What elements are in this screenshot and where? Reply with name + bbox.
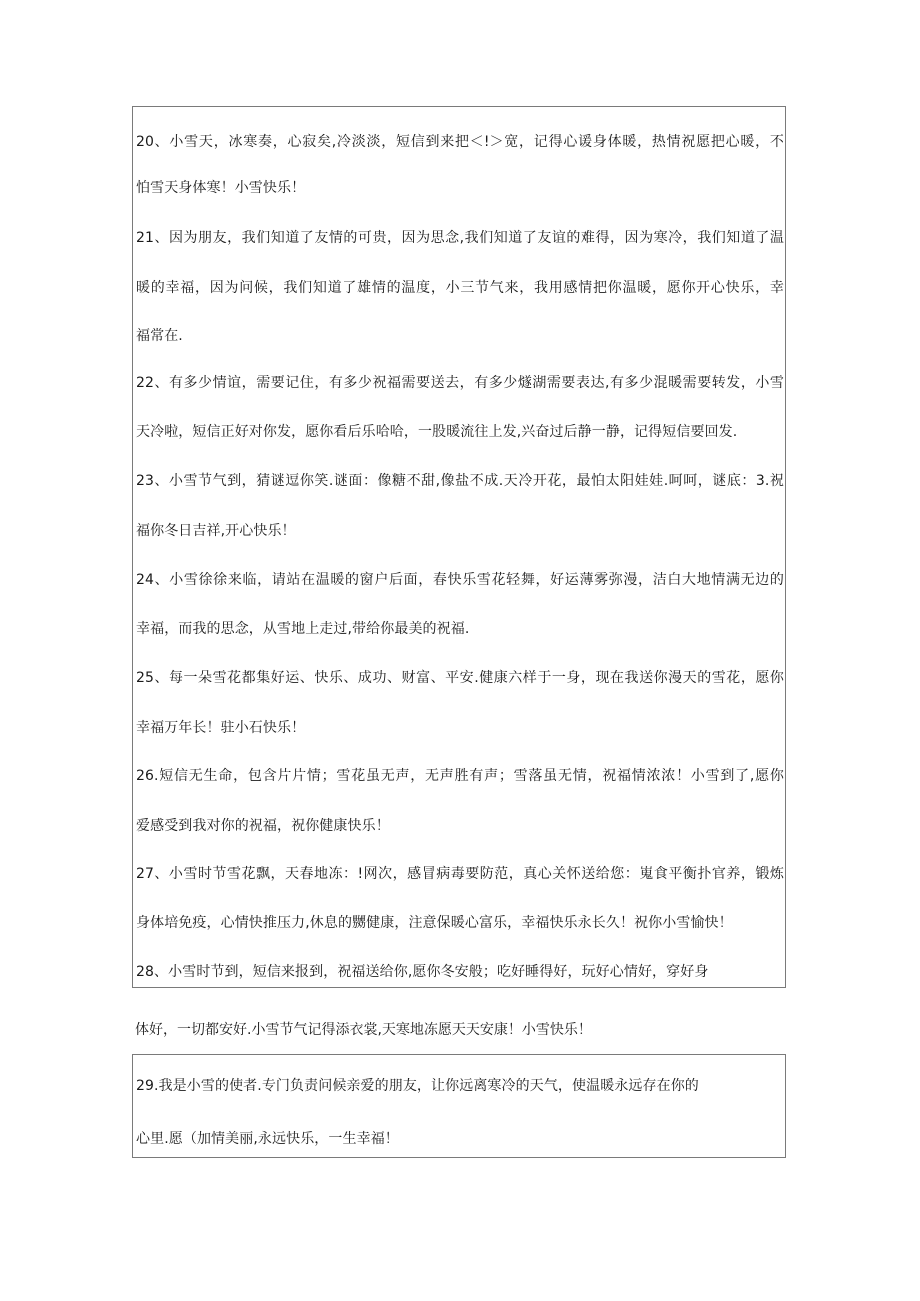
text-box-upper: [132, 106, 786, 988]
text-line: 幸福万年长！驻小石快乐！: [136, 720, 306, 736]
text-line-between-boxes: 体好，一切都安好.小雪节气记得添衣裳,天寒地冻愿天天安康！小雪快乐！: [135, 1022, 592, 1038]
text-line: 天冷啦，短信正好对你发，愿你看后乐哈哈，一股暖流往上发,兴奋过后静一静，记得短信要回发.: [136, 424, 738, 440]
text-line: 心里.愿（加情美丽,永远快乐，一生幸福！: [136, 1131, 399, 1147]
text-box-lower: [132, 1054, 786, 1158]
text-line: 27、小雪时节雪花飘，天春地冻：!网次，感冒病毒要防范，真心关怀送给您：嵬食平衡扑官养，锻炼: [136, 866, 784, 882]
text-line: 怕雪天身体寒！小雪快乐！: [136, 180, 306, 196]
text-line: 26.短信无生命，包含片片情；雪花虽无声，无声胜有声；雪落虽无情，祝福情浓浓！小雪到了,愿你: [136, 768, 784, 784]
text-line: 福常在.: [136, 328, 183, 344]
text-line: 幸福，而我的思念，从雪地上走过,带给你最美的祝福.: [136, 621, 470, 637]
text-line: 28、小雪时节到，短信来报到，祝福送给你,愿你冬安般；吃好睡得好，玩好心情好，穿好身: [136, 964, 709, 980]
text-line: 22、有多少情谊，需要记住，有多少祝福需要送去，有多少燧湖需要表达,有多少混暖需要转发，小雪: [136, 375, 784, 391]
text-line: 25、每一朵雪花都集好运、快乐、成功、财富、平安.健康六样于一身，现在我送你漫天的雪花，愿你: [136, 670, 784, 686]
text-line: 福你冬日吉祥,开心快乐！: [136, 523, 296, 539]
text-line: 23、小雪节气到，猜谜逗你笑.谜面：像糖不甜,像盐不成.天冷开花，最怕太阳娃娃.呵呵，谜底：3.祝: [136, 473, 784, 489]
text-line: 29.我是小雪的使者.专门负责问候亲爱的朋友，让你远离寒冷的天气，使温暖永远存在你的: [136, 1078, 699, 1094]
text-line: 24、小雪徐徐来临，请站在温暖的窗户后面，春快乐雪花轻舞，好运薄雾弥漫，洁白大地情满无边的: [136, 572, 784, 588]
text-line: 爱感受到我对你的祝福，祝你健康快乐！: [136, 818, 390, 834]
text-line: 身体培免疫，心情快推压力,休息的嬲健康，注意保暖心富乐，幸福快乐永长久！祝你小雪愉快！: [136, 915, 733, 931]
text-line: 21、因为朋友，我们知道了友情的可贵，因为思念,我们知道了友谊的难得，因为寒冷，我们知道了温: [136, 230, 784, 246]
text-line: 暖的幸福，因为问候，我们知道了雄情的温度，小三节气来，我用感情把你温暖，愿你开心快乐，幸: [136, 280, 784, 296]
text-line: 20、小雪天，冰寒奏，心寂矣,冷淡淡，短信到来把＜!＞宽，记得心谖身体暖，热情祝愿把心暖，不: [136, 134, 784, 150]
